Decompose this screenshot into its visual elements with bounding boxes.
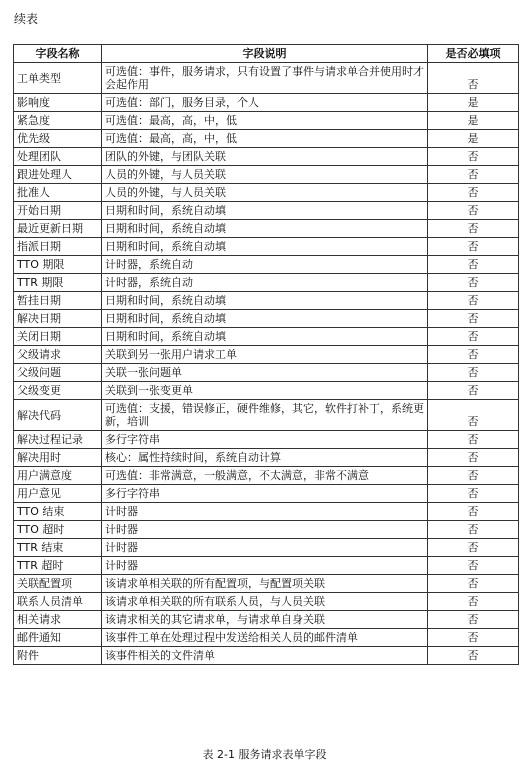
field-desc-cell: 多行字符串 bbox=[102, 431, 428, 449]
required-cell: 是 bbox=[428, 94, 519, 112]
required-cell: 否 bbox=[428, 575, 519, 593]
table-row bbox=[14, 485, 519, 503]
required-cell: 否 bbox=[428, 629, 519, 647]
field-desc-cell: 日期和时间，系统自动填 bbox=[102, 292, 428, 310]
table-row bbox=[14, 328, 519, 346]
field-name-cell: 指派日期 bbox=[14, 238, 102, 256]
field-desc-cell: 计时器 bbox=[102, 557, 428, 575]
field-name-cell: TTR 期限 bbox=[14, 274, 102, 292]
field-name-cell: 父级问题 bbox=[14, 364, 102, 382]
field-name-cell: TTO 结束 bbox=[14, 503, 102, 521]
table-row bbox=[14, 611, 519, 629]
table-row bbox=[14, 184, 519, 202]
field-desc-cell: 计时器，系统自动 bbox=[102, 274, 428, 292]
table-row bbox=[14, 256, 519, 274]
field-desc-cell: 核心：属性持续时间，系统自动计算 bbox=[102, 449, 428, 467]
table-row bbox=[14, 575, 519, 593]
table-row bbox=[14, 521, 519, 539]
required-cell: 否 bbox=[428, 346, 519, 364]
required-cell: 否 bbox=[428, 310, 519, 328]
required-cell: 否 bbox=[428, 328, 519, 346]
table-row bbox=[14, 130, 519, 148]
required-cell: 是 bbox=[428, 130, 519, 148]
table-row bbox=[14, 449, 519, 467]
required-cell: 否 bbox=[428, 256, 519, 274]
field-name-cell: 附件 bbox=[14, 647, 102, 665]
table-row bbox=[14, 238, 519, 256]
field-desc-cell: 计时器 bbox=[102, 539, 428, 557]
field-name-cell: TTO 超时 bbox=[14, 521, 102, 539]
field-desc-cell: 日期和时间，系统自动填 bbox=[102, 220, 428, 238]
table-row bbox=[14, 148, 519, 166]
field-name-cell: 优先级 bbox=[14, 130, 102, 148]
field-name-cell: 用户意见 bbox=[14, 485, 102, 503]
required-cell: 否 bbox=[428, 467, 519, 485]
required-cell: 否 bbox=[428, 593, 519, 611]
required-cell: 否 bbox=[428, 539, 519, 557]
field-name-cell: 暂挂日期 bbox=[14, 292, 102, 310]
table-row bbox=[14, 364, 519, 382]
field-desc-cell: 该请求单相关联的所有配置项，与配置项关联 bbox=[102, 575, 428, 593]
table-row bbox=[14, 166, 519, 184]
continued-label: 续表 bbox=[14, 12, 39, 26]
table-row bbox=[14, 63, 519, 94]
field-desc-cell: 日期和时间，系统自动填 bbox=[102, 202, 428, 220]
table-header-row bbox=[14, 45, 519, 63]
field-name-cell: 解决过程记录 bbox=[14, 431, 102, 449]
header-field-name: 字段名称 bbox=[14, 45, 102, 63]
table-row bbox=[14, 112, 519, 130]
field-name-cell: TTO 期限 bbox=[14, 256, 102, 274]
required-cell: 否 bbox=[428, 202, 519, 220]
required-cell: 否 bbox=[428, 364, 519, 382]
table-row bbox=[14, 629, 519, 647]
field-desc-cell: 可选值：支援，错误修正，硬件维修，其它，软件打补丁，系统更新，培训 bbox=[102, 400, 428, 431]
field-desc-cell: 计时器，系统自动 bbox=[102, 256, 428, 274]
table-row bbox=[14, 346, 519, 364]
table-row bbox=[14, 220, 519, 238]
field-name-cell: 关闭日期 bbox=[14, 328, 102, 346]
required-cell: 否 bbox=[428, 220, 519, 238]
required-cell: 否 bbox=[428, 557, 519, 575]
required-cell: 否 bbox=[428, 166, 519, 184]
table-row bbox=[14, 310, 519, 328]
table-row bbox=[14, 593, 519, 611]
required-cell: 否 bbox=[428, 431, 519, 449]
table-row bbox=[14, 503, 519, 521]
required-cell: 否 bbox=[428, 647, 519, 665]
field-desc-cell: 计时器 bbox=[102, 503, 428, 521]
field-desc-cell: 团队的外键，与团队关联 bbox=[102, 148, 428, 166]
field-name-cell: 影响度 bbox=[14, 94, 102, 112]
field-desc-cell: 可选值：非常满意，一般满意，不太满意，非常不满意 bbox=[102, 467, 428, 485]
field-name-cell: 父级请求 bbox=[14, 346, 102, 364]
field-desc-cell: 关联到另一张用户请求工单 bbox=[102, 346, 428, 364]
required-cell: 是 bbox=[428, 112, 519, 130]
field-name-cell: 解决用时 bbox=[14, 449, 102, 467]
field-desc-cell: 日期和时间，系统自动填 bbox=[102, 310, 428, 328]
field-desc-cell: 计时器 bbox=[102, 521, 428, 539]
header-required: 是否必填项 bbox=[428, 45, 519, 63]
field-name-cell: 联系人员清单 bbox=[14, 593, 102, 611]
required-cell: 否 bbox=[428, 184, 519, 202]
field-name-cell: 批准人 bbox=[14, 184, 102, 202]
required-cell: 否 bbox=[428, 503, 519, 521]
field-desc-cell: 日期和时间，系统自动填 bbox=[102, 238, 428, 256]
table-row bbox=[14, 400, 519, 431]
field-desc-cell: 多行字符串 bbox=[102, 485, 428, 503]
table-row bbox=[14, 431, 519, 449]
field-desc-cell: 关联一张问题单 bbox=[102, 364, 428, 382]
required-cell: 否 bbox=[428, 611, 519, 629]
table-row bbox=[14, 292, 519, 310]
field-name-cell: 处理团队 bbox=[14, 148, 102, 166]
field-desc-cell: 人员的外键，与人员关联 bbox=[102, 184, 428, 202]
required-cell: 否 bbox=[428, 274, 519, 292]
required-cell: 否 bbox=[428, 63, 519, 94]
field-name-cell: 紧急度 bbox=[14, 112, 102, 130]
table-row bbox=[14, 467, 519, 485]
field-name-cell: TTR 超时 bbox=[14, 557, 102, 575]
required-cell: 否 bbox=[428, 449, 519, 467]
field-name-cell: 开始日期 bbox=[14, 202, 102, 220]
field-name-cell: 父级变更 bbox=[14, 382, 102, 400]
table-row bbox=[14, 274, 519, 292]
field-desc-cell: 可选值：部门，服务目录，个人 bbox=[102, 94, 428, 112]
header-field-desc: 字段说明 bbox=[102, 45, 428, 63]
table-row bbox=[14, 557, 519, 575]
table-row bbox=[14, 94, 519, 112]
required-cell: 否 bbox=[428, 485, 519, 503]
field-desc-cell: 关联到一张变更单 bbox=[102, 382, 428, 400]
field-name-cell: 解决日期 bbox=[14, 310, 102, 328]
field-desc-cell: 该事件相关的文件清单 bbox=[102, 647, 428, 665]
table-row bbox=[14, 647, 519, 665]
table-row bbox=[14, 382, 519, 400]
field-name-cell: 跟进处理人 bbox=[14, 166, 102, 184]
table-row bbox=[14, 539, 519, 557]
field-desc-cell: 该请求相关的其它请求单，与请求单自身关联 bbox=[102, 611, 428, 629]
field-name-cell: 工单类型 bbox=[14, 63, 102, 94]
field-desc-cell: 可选值：事件，服务请求，只有设置了事件与请求单合并使用时才会起作用 bbox=[102, 63, 428, 94]
field-name-cell: 解决代码 bbox=[14, 400, 102, 431]
field-desc-cell: 该事件工单在处理过程中发送给相关人员的邮件清单 bbox=[102, 629, 428, 647]
field-name-cell: 最近更新日期 bbox=[14, 220, 102, 238]
table-caption: 表 2-1 服务请求表单字段 bbox=[202, 748, 327, 761]
required-cell: 否 bbox=[428, 400, 519, 431]
required-cell: 否 bbox=[428, 382, 519, 400]
required-cell: 否 bbox=[428, 148, 519, 166]
required-cell: 否 bbox=[428, 521, 519, 539]
field-name-cell: 用户满意度 bbox=[14, 467, 102, 485]
field-name-cell: 邮件通知 bbox=[14, 629, 102, 647]
field-desc-cell: 可选值：最高，高，中，低 bbox=[102, 130, 428, 148]
field-name-cell: TTR 结束 bbox=[14, 539, 102, 557]
field-desc-cell: 可选值：最高，高，中，低 bbox=[102, 112, 428, 130]
field-desc-cell: 日期和时间，系统自动填 bbox=[102, 328, 428, 346]
field-desc-cell: 该请求单相关联的所有联系人员，与人员关联 bbox=[102, 593, 428, 611]
field-name-cell: 关联配置项 bbox=[14, 575, 102, 593]
field-desc-cell: 人员的外键，与人员关联 bbox=[102, 166, 428, 184]
table-row bbox=[14, 202, 519, 220]
field-name-cell: 相关请求 bbox=[14, 611, 102, 629]
required-cell: 否 bbox=[428, 238, 519, 256]
required-cell: 否 bbox=[428, 292, 519, 310]
fields-table bbox=[13, 44, 519, 665]
